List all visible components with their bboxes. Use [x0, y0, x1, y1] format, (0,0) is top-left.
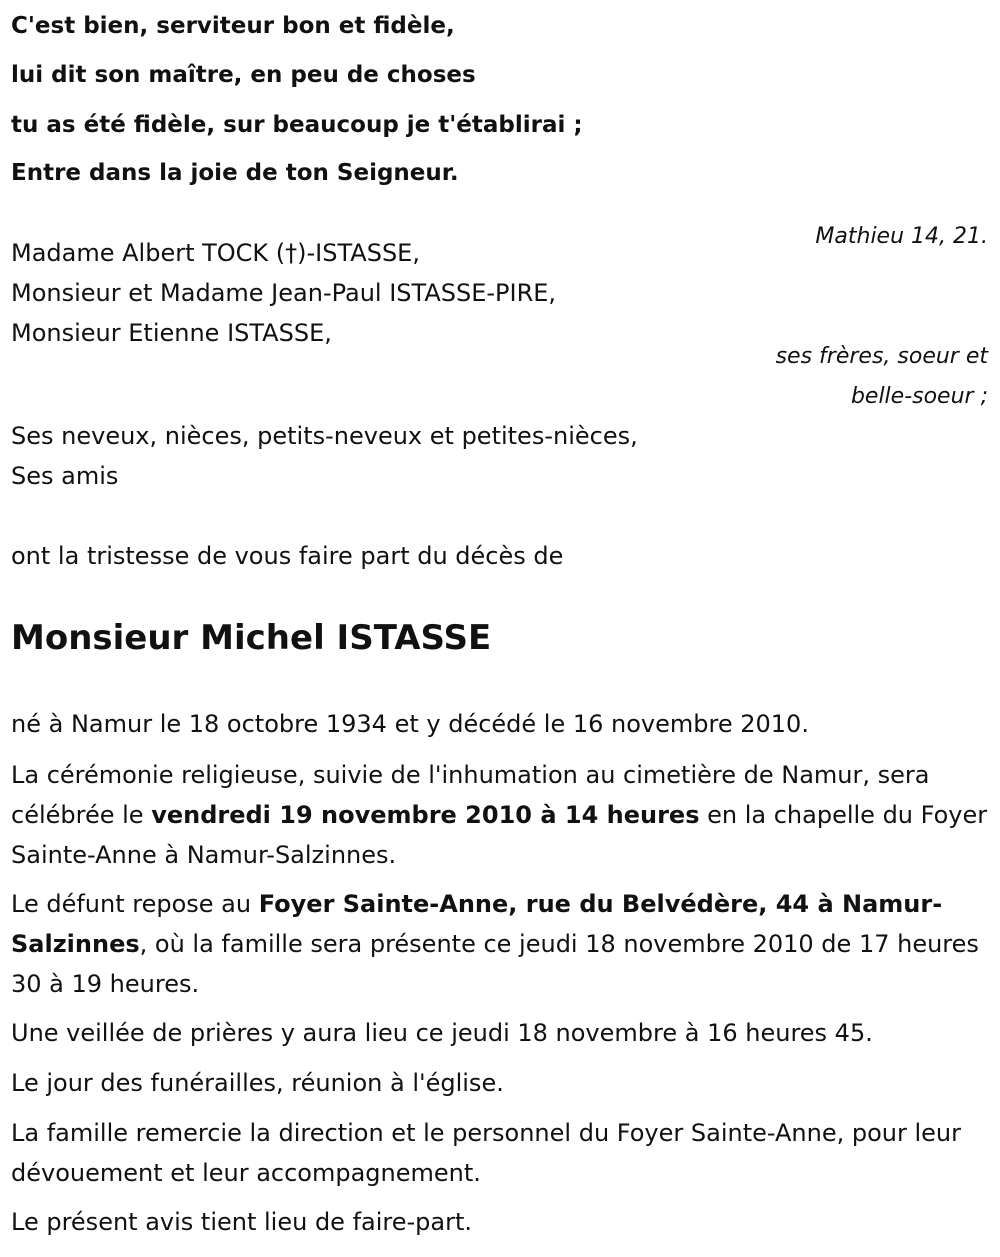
deceased-name: Monsieur Michel ISTASSE — [11, 618, 492, 658]
family-member-1: Madame Albert TOCK (†)-ISTASSE, — [11, 239, 420, 267]
ceremony-text-pre: La cérémonie religieuse, suivie de l'inhumation au cimetière de Namur, sera célébrée le — [11, 761, 930, 829]
birth-death-line: né à Namur le 18 octobre 1934 et y décédé le 16 novembre 2010. — [11, 710, 809, 738]
funeral-meeting-line: Le jour des funérailles, réunion à l'église. — [11, 1069, 504, 1097]
verse-reference: Mathieu 14, 21. — [815, 224, 988, 249]
verse-line-1: C'est bien, serviteur bon et fidèle, — [11, 13, 455, 39]
ceremony-text-post: en la chapelle du Foyer Sainte-Anne à Namur-Salzinnes. — [11, 801, 988, 869]
ceremony-paragraph — [11, 755, 991, 875]
ceremony-date-bold: vendredi 19 novembre 2010 à 14 heures — [151, 801, 700, 829]
family-relation-line-2: belle-soeur ; — [850, 384, 988, 409]
thanks-paragraph: La famille remercie la direction et le personnel du Foyer Sainte-Anne, pour leur dévouement et leur accompagnement. — [11, 1119, 962, 1187]
verse-line-2: lui dit son maître, en peu de choses — [11, 62, 476, 88]
rest-paragraph — [11, 884, 991, 1004]
family-member-3: Monsieur Etienne ISTASSE, — [11, 319, 332, 347]
family-member-2: Monsieur et Madame Jean-Paul ISTASSE-PIRE, — [11, 279, 557, 307]
family-others-2: Ses amis — [11, 462, 119, 490]
rest-text-pre: Le défunt repose au — [11, 890, 259, 918]
verse-line-3: tu as été fidèle, sur beaucoup je t'établirai ; — [11, 112, 583, 138]
rest-location-bold: Foyer Sainte-Anne, rue du Belvédère, 44 à Namur-Salzinnes — [11, 890, 943, 958]
family-others-1: Ses neveux, nièces, petits-neveux et petites-nièces, — [11, 422, 638, 450]
family-relation-line-1: ses frères, soeur et — [775, 344, 988, 369]
notice-line: Le présent avis tient lieu de faire-part. — [11, 1208, 473, 1236]
announcement: ont la tristesse de vous faire part du décès de — [11, 542, 564, 570]
rest-text-post: , où la famille sera présente ce jeudi 18 novembre 2010 de 17 heures 30 à 19 heures. — [11, 930, 979, 998]
verse-line-4: Entre dans la joie de ton Seigneur. — [11, 160, 459, 186]
vigil-line: Une veillée de prières y aura lieu ce jeudi 18 novembre à 16 heures 45. — [11, 1019, 873, 1047]
